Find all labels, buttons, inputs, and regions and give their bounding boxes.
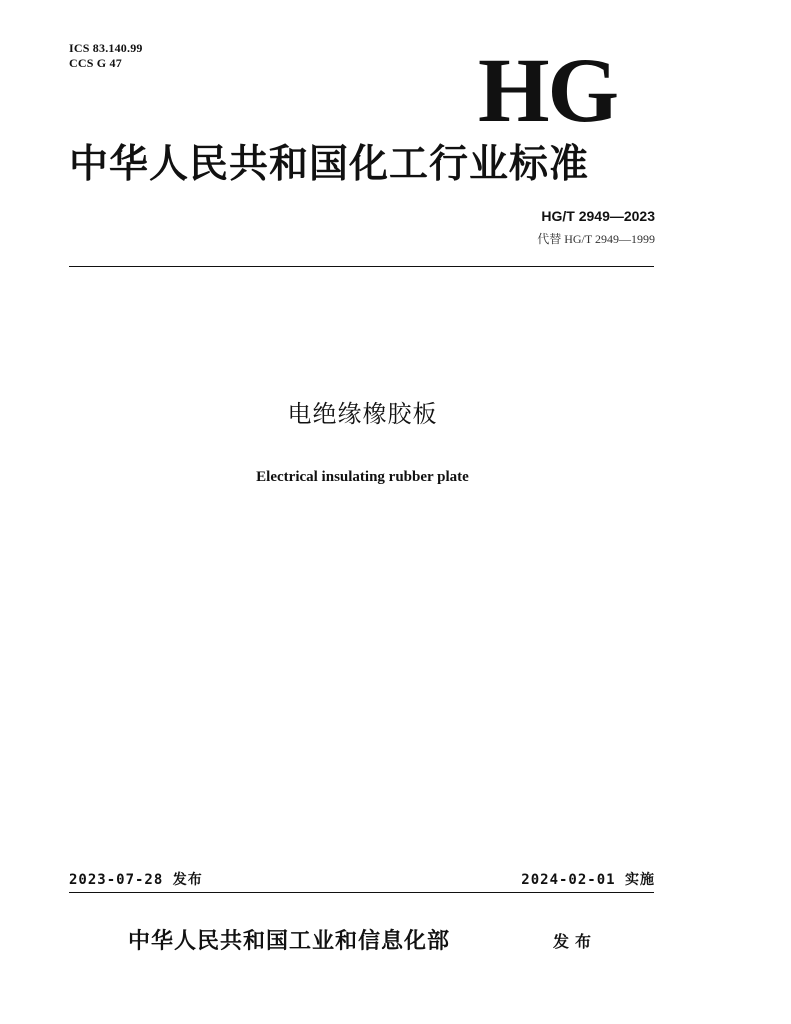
document-title-chinese: 电绝缘橡胶板 [287,400,438,428]
top-divider [69,266,654,267]
standard-type-heading: 中华人民共和国化工行业标准 [69,142,590,187]
hg-logo: HG [478,39,618,141]
issue-date: 2023-07-28 发布 [69,872,203,888]
ccs-code: CCS G 47 [69,56,122,70]
implementation-date: 2024-02-01 实施 [521,872,655,888]
standard-number: HG/T 2949—2023 [541,208,655,224]
classification-codes [69,41,143,71]
replaces-note: 代替 HG/T 2949—1999 [537,232,655,246]
bottom-divider [69,892,654,893]
ics-code: ICS 83.140.99 [69,41,143,55]
document-title-english: Electrical insulating rubber plate [256,469,469,485]
publisher-name: 中华人民共和国工业和信息化部 [128,928,451,954]
publish-label: 发布 [553,932,598,951]
